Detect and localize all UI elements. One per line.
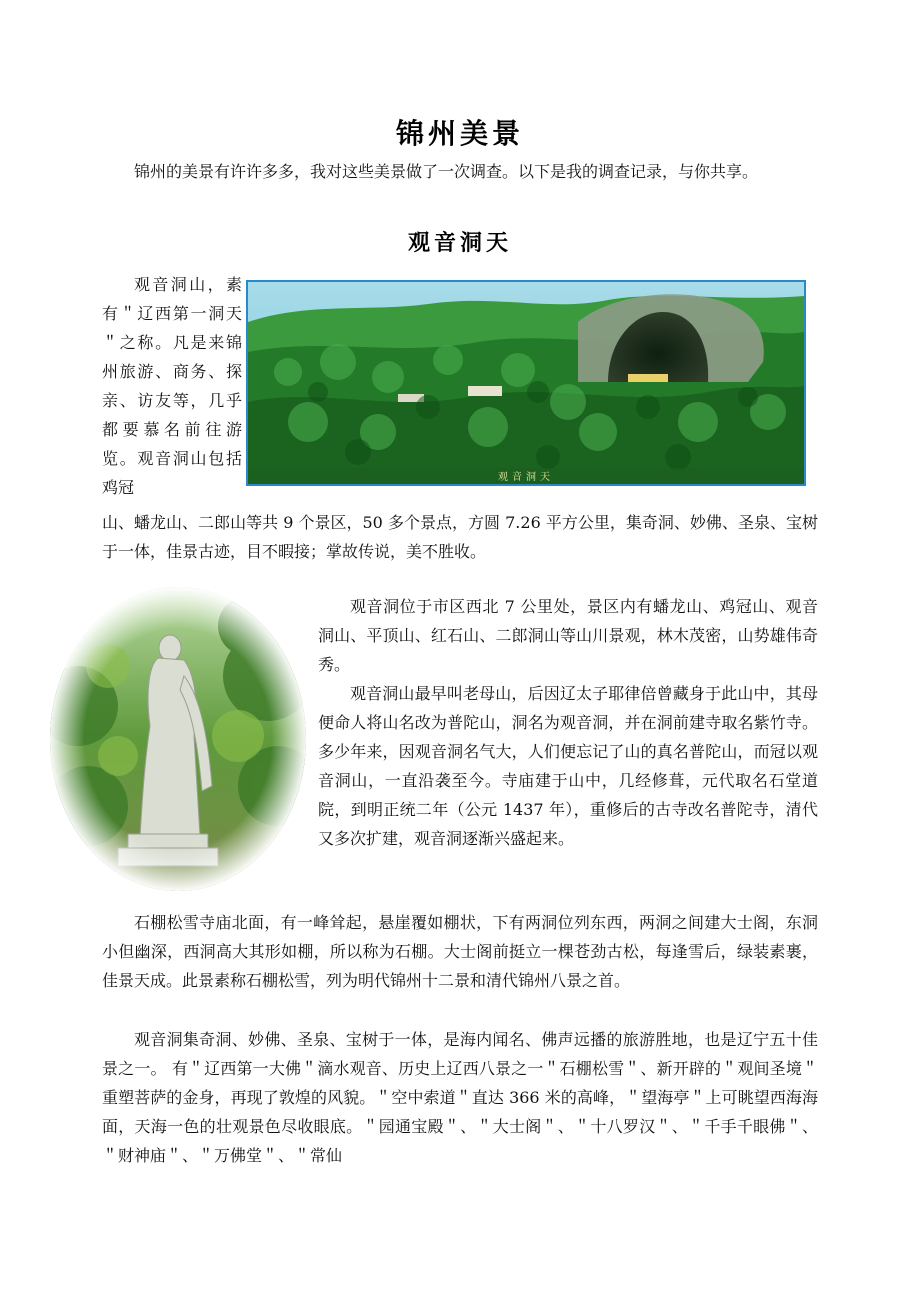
location-paragraph: 观音洞位于市区西北 7 公里处，景区内有蟠龙山、鸡冠山、观音洞山、平顶山、红石山、二郎洞山等山川景观，林木茂密，山势雄伟奇秀。 <box>318 597 818 674</box>
section-title: 观音洞天 <box>407 231 512 256</box>
cave-intro-paragraph: 观音洞山，素有＂辽西第一洞天＂之称。凡是来锦州旅游、商务、探亲、访友等，几乎都要慕名前往游览。观音洞山包括鸡冠 <box>102 275 242 497</box>
cave-intro-paragraph-continued: 山、蟠龙山、二郎山等共 9 个景区，50 多个景点，方圆 7.26 平方公里，集奇洞、妙佛、圣泉、宝树于一体，佳景古迹，目不暇接；掌故传说，美不胜收。 <box>102 513 818 561</box>
guanyin-cave-photo <box>246 280 806 486</box>
history-paragraph: 观音洞山最早叫老母山，后因辽太子耶律倍曾藏身于此山中，其母便命人将山名改为普陀山，洞名为观音洞，并在洞前建寺取名紫竹寺。多少年来，因观音洞名气大，人们便忘记了山的真名普陀山，而冠以观音洞山，一直沿袭至今。寺庙建于山中，几经修葺，元代取名石堂道院，到明正统二年（公元 1437 年），重修后的古寺改名普陀寺，清代又多次扩建，观音洞逐渐兴盛起来。 <box>318 684 818 848</box>
summary-paragraph: 观音洞集奇洞、妙佛、圣泉、宝树于一体，是海内闻名、佛声远播的旅游胜地，也是辽宁五十佳景之一。 有＂辽西第一大佛＂滴水观音、历史上辽西八景之一＂石棚松雪＂、新开辟的＂观间圣境＂重塑菩萨的金身，再现了敦煌的风貌。＂空中索道＂直达 366 米的高峰，＂望海亭＂上可眺望西海海面，天海一色的壮观景色尽收眼底。＂园通宝殿＂、＂大士阁＂、＂十八罗汉＂、＂千手千眼佛＂、＂财神庙＂、＂万佛堂＂、＂常仙 <box>102 1030 818 1165</box>
page-title: 锦州美景 <box>395 117 524 150</box>
stone-shed-snow-paragraph: 石棚松雪寺庙北面，有一峰耸起，悬崖覆如棚状，下有两洞位列东西，两洞之间建大士阁，东洞小但幽深，西洞高大其形如棚，所以称为石棚。大士阁前挺立一棵苍劲古松，每逢雪后，绿装素裹，佳景天成。此景素称石棚松雪，列为明代锦州十二景和清代锦州八景之首。 <box>102 913 818 990</box>
guanyin-statue-photo <box>48 586 308 892</box>
photo-caption: 观音洞天 <box>498 472 554 483</box>
intro-paragraph: 锦州的美景有许许多多，我对这些美景做了一次调查。以下是我的调查记录，与你共享。 <box>134 162 759 181</box>
